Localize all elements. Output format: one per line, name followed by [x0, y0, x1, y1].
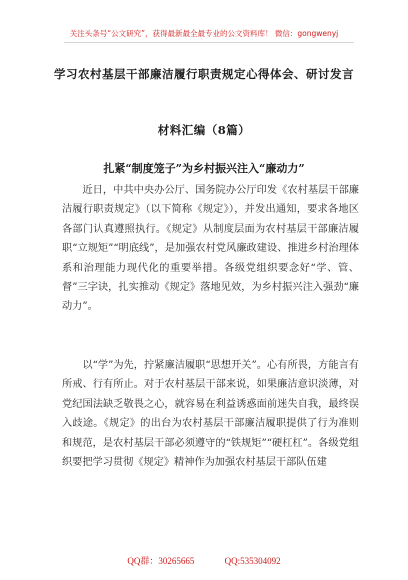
footer-contact	[0, 554, 408, 567]
paragraph-text: 以“学”为先，拧紧廉洁履职“思想开关”。心有所畏，方能言有所戒、行有所止。对于农村基层干部来说，如果廉洁意识淡薄，对党纪国法缺乏敬畏之心，就容易在利益诱惑面前迷失自我，最终误入歧途。《规定》的出台为农村基层干部廉洁履职提供了行为准则和规范，是农村基层干部必须遵守的“铁规矩”“硬杠杠”。各级党组织要把学习贯彻《规定》精神作为加强农村基层干部队伍建	[62, 360, 359, 469]
footer-qq-group: QQ群：30265665	[127, 556, 195, 566]
paragraph-text: 近日，中共中央办公厅、国务院办公厅印发《农村基层干部廉洁履行职责规定》（以下简称《规定》），并发出通知，要求各地区各部门认真遵照执行。《规定》从制度层面为农村基层干部廉洁履职“立规矩”“明底线”，是加强农村党风廉政建设、推进乡村治理体系和治理能力现代化的重要举措。各级党组织要念好“学、管、督”三字诀，扎实推动《规定》落地见效，为乡村振兴注入强劲“廉动力”。	[62, 185, 359, 313]
header-divider	[64, 42, 354, 43]
section-heading: 扎紧“制度笼子”为乡村振兴注入“廉动力”	[103, 162, 305, 175]
document-title: 学习农村基层干部廉洁履行职责规定心得体会、研讨发言	[54, 67, 354, 81]
footer-qq: QQ:535304092	[224, 556, 281, 566]
paragraph-1	[62, 181, 359, 317]
document-subtitle: 材料汇编（8篇）	[157, 123, 251, 137]
header-banner: 关注头条号“公文研究”，获得最新最全最专业的公文资料库！ 微信：gongwenyj	[69, 29, 339, 38]
paragraph-2	[62, 356, 359, 472]
